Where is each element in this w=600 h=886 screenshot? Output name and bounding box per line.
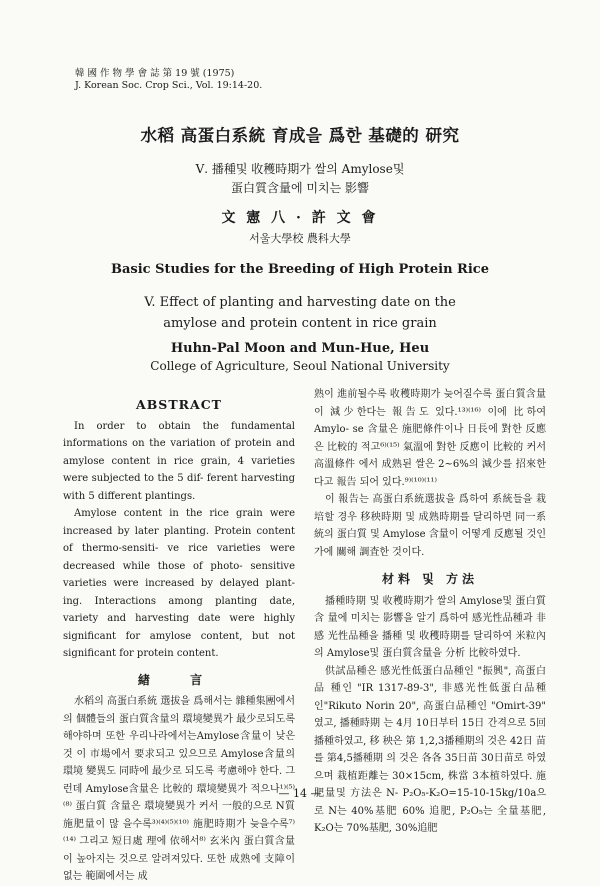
text-line: on the variation of protein and amylose content in: [63, 438, 295, 467]
title-korean: 水稻 高蛋白系統 育成을 爲한 基礎的 研究: [140, 126, 460, 145]
text-line: rice grain, 4 varieties were subjected to the 5 dif-: [63, 455, 295, 484]
subtitle-korean: [0, 160, 600, 198]
subtitle-korean-line: Ⅴ. 播種및 收穫時期가 쌀의 Amylose및: [195, 162, 405, 176]
subtitle-korean-line: 蛋白質含量에 미치는 影響: [231, 181, 369, 195]
subtitle-english-line: V. Effect of planting and harvesting date on the: [144, 295, 456, 310]
affiliation-korean: 서울大學校 農科大學: [249, 232, 351, 245]
right-column: [314, 386, 546, 838]
text-line: 이 市場에서 要求되고 있으므로 Amylose含量의 環境: [63, 748, 295, 777]
text-line: In order to obtain the fundamental informations: [63, 420, 295, 449]
text-line: 는 4月 10日부터 15日 간격으로 5回播種하였고, 移: [314, 718, 546, 747]
text-line: harvesting date were highly significant for amylose: [63, 613, 295, 642]
text-line: 追肥, P₂O₅는 全量基肥, K₂O는 70%基肥, 30%追肥: [314, 805, 546, 834]
text-line: Amylose含量은 比較的 環境變異가 적으나¹⁾⁽⁵⁾⁽⁸⁾ 蛋白質: [63, 783, 296, 812]
text-line: 種인 "IR 1317-89-3", 非感光性低蛋白品種인"Rikuto: [314, 683, 546, 712]
text-line: se 含量은 施肥條件이나 日長에 對한 反應은 比較的: [314, 424, 546, 453]
text-line: 30×15cm, 株當 3本植하였다. 施肥量및 方法은 N-: [314, 770, 546, 799]
text-line: Norin 20", 高蛋白品種인 "Omirt-39" 였고, 播種時期: [314, 700, 546, 729]
introduction-continued: [314, 386, 546, 491]
page-number: — 14 —: [278, 787, 322, 800]
title-english: Basic Studies for the Breeding of High Protein Rice: [111, 262, 489, 277]
left-column: [63, 396, 295, 886]
text-line: by later planting. Protein content of thermo-sensiti-: [63, 525, 295, 554]
text-line: 量에 미치는 影響을 알기 爲하여 感光性品種과 非感: [314, 613, 546, 642]
text-line: 의 것은 各各 35日苗 30日苗로 하였으며 栽植距離는: [314, 753, 546, 782]
text-line: 熟이 進前될수록 收穫時期가 늦어질수록 蛋白質含量: [314, 389, 546, 400]
text-line: 培할 경우 移秧時期 및 成熟時期를 달리하면 同一系: [314, 511, 546, 523]
methods-heading: 材料 및 方法: [382, 572, 478, 586]
text-line: 播種時期 및 收穫時期가 쌀의 Amylose및 蛋白質含: [314, 595, 546, 624]
methods-paragraph-1: [314, 593, 546, 663]
text-line: Amylose및 蛋白質含量을 分析 比較하였다.: [326, 648, 521, 659]
text-line: 統의 蛋白質 및 Amylose 含量이 어떻게 反應될 것인: [314, 529, 546, 540]
text-line: 秧은 第 1,2,3播種期의 것은 42日 苗를 第4,5播種期: [314, 735, 547, 764]
text-line: content, but not significant for protein content.: [63, 630, 295, 659]
text-line: ve rice varieties were decreased while those of photo-: [63, 543, 296, 572]
text-line: 含量은 環境變異가 커서 一般的으로 N質施肥量이 많: [63, 801, 295, 830]
subtitle-english-line: amylose and protein content in rice grain: [163, 316, 437, 331]
journal-name-en: J. Korean Soc. Crop Sci., Vol. 19:14-20.: [75, 80, 263, 91]
introduction-paragraph-2: [314, 491, 546, 561]
abstract-heading: ABSTRACT: [136, 397, 222, 412]
journal-header: [75, 68, 262, 92]
text-line: 적고⁶⁾⁽¹⁵⁾ 氣溫에 對한 反應이 比較的 커서 高溫條件: [314, 441, 546, 470]
introduction-heading: 緖 言: [137, 672, 221, 687]
text-line: 變異도 同時에 最少로 되도록 考慮해야 한다. 그런데: [63, 766, 296, 795]
methods-paragraph-2: [314, 663, 546, 838]
journal-name-ko: 韓 國 作 物 學 會 誌 第 19 號 (1975): [75, 68, 235, 79]
affiliation-english: College of Agriculture, Seoul National University: [150, 359, 450, 373]
abstract-paragraph-2: [63, 505, 295, 663]
abstract-paragraph-1: [63, 418, 295, 506]
text-line: 알려져있다. 또한 成熟에 支障이 없는 範圍에서는 成: [63, 853, 295, 882]
text-line: P₂O₅-K₂O=15-10-15kg/10a으로 N는 40%基肥 60%: [314, 788, 547, 817]
text-line: ing. Interactions among planting date, variety and: [63, 595, 295, 624]
text-line: ferent harvesting with 5 different plantings.: [63, 473, 295, 502]
text-line: 이 減少한다는 報告도 있다.¹³⁾⁽¹⁶⁾ 이에 比하여 Amylo-: [314, 406, 546, 435]
text-line: 理에 依해서⁸⁾ 玄米內 蛋白質含量이 높아지는 것으로: [63, 836, 295, 865]
text-line: 가에 關해 調査한 것이다.: [314, 546, 425, 558]
text-line: 供試品種은 感光性低蛋白品種인 "振興", 高蛋白品: [314, 665, 546, 694]
authors-korean: 文 憲 八 · 許 文 會: [221, 210, 379, 226]
text-line: Amylose content in the rice grain were increased: [63, 508, 295, 537]
text-line: 의 個體들의 蛋白質含量의 環境變異가 最少로되도록: [63, 713, 295, 725]
text-line: 되어 있다.⁹⁾⁽¹⁰⁾⁽¹¹⁾: [359, 476, 438, 488]
text-line: 光性品種을 播種 및 收穫時期를 달리하여 米粒內의: [314, 630, 547, 659]
authors-english: Huhn-Pal Moon and Mun-Hue, Heu: [170, 341, 430, 356]
text-line: 水稻의 高蛋白系統 選拔을 爲해서는 雜種集團에서: [74, 696, 295, 707]
text-line: 을수록³⁾⁽⁴⁾⁽⁵⁾⁽¹⁰⁾ 施肥時期가 늦을수록⁷⁾⁽¹⁴⁾ 그리고 短日處: [63, 818, 295, 847]
text-line: 해야하며 또한 우리나라에서는Amylose含量이 낮은것: [63, 731, 295, 760]
text-line: 이 報告는 高蛋白系統選拔을 爲하여 系統들을 栽: [325, 494, 546, 505]
text-line: sensitive varieties were increased by delayed plant-: [63, 560, 295, 589]
text-line: 에서 成熟된 쌀은 2~6%의 減少를 招來한다고 報告: [314, 459, 547, 488]
subtitle-english: [0, 292, 600, 334]
